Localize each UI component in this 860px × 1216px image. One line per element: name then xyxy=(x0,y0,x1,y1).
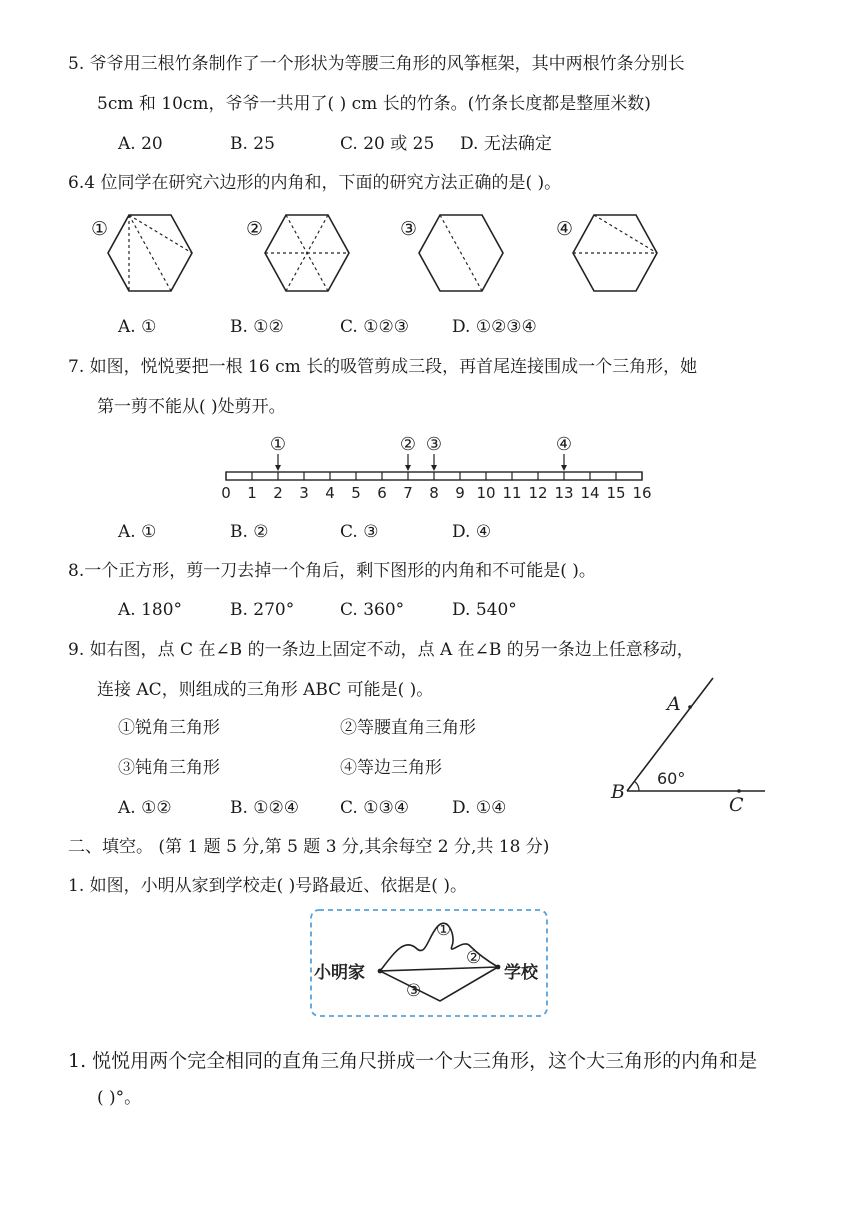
route-3-label: ③ xyxy=(406,981,422,1001)
route-figure xyxy=(308,908,550,1018)
q6-option-c: C. ①②③ xyxy=(340,317,409,337)
ruler-tick-label: 10 xyxy=(476,484,496,502)
route-1-label: ① xyxy=(436,920,452,940)
q9-line2: 连接 AC，则组成的三角形 ABC 可能是( )。 xyxy=(97,680,434,700)
q9-line1: 9. 如右图，点 C 在∠B 的一条边上固定不动，点 A 在∠B 的另一条边上任意移动， xyxy=(68,640,694,660)
q8-stem: 8.一个正方形，剪一刀去掉一个角后，剩下图形的内角和不可能是( )。 xyxy=(68,561,596,581)
f2-line2: ( )°。 xyxy=(97,1088,142,1108)
q9-option-c: C. ①③④ xyxy=(340,798,409,818)
ruler-tick-label: 3 xyxy=(299,484,309,502)
cut-marker-label: ③ xyxy=(425,434,443,455)
q7-line1: 7. 如图，悦悦要把一根 16 cm 长的吸管剪成三段，再首尾连接围成一个三角形，她 xyxy=(68,357,698,377)
q7-line2: 第一剪不能从( )处剪开。 xyxy=(97,397,286,417)
q5-option-c: C. 20 或 25 xyxy=(340,134,435,154)
q9-option-d: D. ①④ xyxy=(452,798,507,818)
hexagon-figure-2 xyxy=(262,212,352,294)
angle-label: 60° xyxy=(657,769,686,788)
angle-b-figure xyxy=(605,670,775,820)
q5-option-d: D. 无法确定 xyxy=(460,134,552,154)
cut-marker-arrowhead xyxy=(405,465,411,471)
cut-marker-arrowhead xyxy=(561,465,567,471)
route-3-path xyxy=(380,967,498,1001)
hex4-label: ④ xyxy=(556,218,574,240)
ruler-tick-label: 11 xyxy=(502,484,522,502)
point-a-label: A xyxy=(667,693,681,715)
ruler-tick-label: 4 xyxy=(325,484,335,502)
q7-option-c: C. ③ xyxy=(340,522,379,542)
route-2-label: ② xyxy=(466,948,482,968)
q6-stem: 6.4 位同学在研究六边形的内角和，下面的研究方法正确的是( )。 xyxy=(68,173,562,193)
school-label: 学校 xyxy=(504,963,538,983)
q8-option-b: B. 270° xyxy=(230,600,295,620)
q9-choice-4: ④等边三角形 xyxy=(340,758,442,778)
q6-option-b: B. ①② xyxy=(230,317,284,337)
f1-stem: 1. 如图，小明从家到学校走( )号路最近、依据是( )。 xyxy=(68,876,467,896)
q7-option-d: D. ④ xyxy=(452,522,492,542)
point-c-label: C xyxy=(729,794,744,816)
q8-option-c: C. 360° xyxy=(340,600,405,620)
cut-marker-arrowhead xyxy=(431,465,437,471)
hex2-label: ② xyxy=(246,218,264,240)
cut-marker-arrowhead xyxy=(275,465,281,471)
hexagon-figure-1 xyxy=(105,212,195,294)
ruler-tick-label: 15 xyxy=(606,484,626,502)
cut-marker-label: ② xyxy=(399,434,417,455)
ruler-tick-label: 14 xyxy=(580,484,600,502)
q6-option-a: A. ① xyxy=(118,317,157,337)
q5-option-a: A. 20 xyxy=(118,134,163,154)
ruler-tick-label: 13 xyxy=(554,484,574,502)
ruler-tick-label: 12 xyxy=(528,484,548,502)
straw-ruler xyxy=(210,430,670,505)
q5-line1: 5. 爷爷用三根竹条制作了一个形状为等腰三角形的风筝框架，其中两根竹条分别长 xyxy=(68,54,685,74)
ruler-tick-label: 2 xyxy=(273,484,283,502)
q9-option-b: B. ①②④ xyxy=(230,798,300,818)
point-b-label: B xyxy=(611,781,625,803)
hexagon-figure-3 xyxy=(416,212,506,294)
q9-choice-3: ③钝角三角形 xyxy=(118,758,220,778)
q5-option-b: B. 25 xyxy=(230,134,275,154)
ruler-tick-label: 8 xyxy=(429,484,439,502)
q9-choice-1: ①锐角三角形 xyxy=(118,718,220,738)
q9-option-a: A. ①② xyxy=(118,798,172,818)
point-c xyxy=(737,789,741,793)
ruler-tick-label: 5 xyxy=(351,484,361,502)
q9-choice-2: ②等腰直角三角形 xyxy=(340,718,476,738)
q8-option-a: A. 180° xyxy=(118,600,183,620)
q7-option-b: B. ② xyxy=(230,522,269,542)
q8-option-d: D. 540° xyxy=(452,600,517,620)
ruler-tick-label: 1 xyxy=(247,484,257,502)
hexagon-figure-4 xyxy=(570,212,660,294)
hex1-label: ① xyxy=(91,218,109,240)
section2-heading: 二、填空。 (第 1 题 5 分,第 5 题 3 分,其余每空 2 分,共 18 分) xyxy=(68,837,550,857)
ruler-tick-label: 16 xyxy=(632,484,652,502)
cut-marker-label: ④ xyxy=(555,434,573,455)
home-label: 小明家 xyxy=(314,963,365,983)
ruler-tick-label: 9 xyxy=(455,484,465,502)
ruler-tick-label: 7 xyxy=(403,484,413,502)
f2-line1: 1. 悦悦用两个完全相同的直角三角尺拼成一个大三角形，这个大三角形的内角和是 xyxy=(68,1050,758,1072)
q7-option-a: A. ① xyxy=(118,522,157,542)
q6-option-d: D. ①②③④ xyxy=(452,317,537,337)
point-a xyxy=(688,705,692,709)
q5-line2: 5cm 和 10cm，爷爷一共用了( ) cm 长的竹条。(竹条长度都是整厘米数) xyxy=(97,94,651,114)
ruler-tick-label: 6 xyxy=(377,484,387,502)
ruler-tick-label: 0 xyxy=(221,484,231,502)
cut-marker-label: ① xyxy=(269,434,287,455)
hex3-label: ③ xyxy=(400,218,418,240)
